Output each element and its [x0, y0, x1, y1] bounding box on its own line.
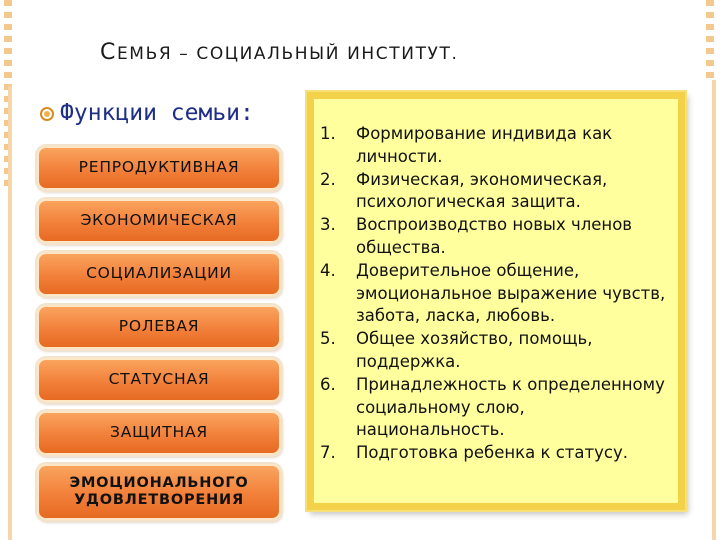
list-item-text: Формирование индивида как личности. — [356, 124, 613, 166]
functions-heading-text: Функции семьи: — [60, 100, 254, 126]
list-item-number: 7. — [320, 443, 336, 463]
title-text: ЕМЬЯ – СОЦИАЛЬНЫЙ ИНСТИТУТ — [116, 44, 452, 64]
function-button-protective[interactable]: ЗАЩИТНАЯ — [37, 411, 281, 455]
right-decorative-stripe — [712, 80, 716, 540]
list-item-text: Подготовка ребенка к статусу. — [356, 443, 628, 463]
circle-bullet-icon — [40, 107, 54, 121]
function-button-economic[interactable]: ЭКОНОМИЧЕСКАЯ — [37, 199, 281, 243]
title-end-mark: . — [451, 44, 459, 64]
list-item-text: Общее хозяйство, помощь, поддержка. — [356, 329, 593, 371]
function-button-status[interactable]: СТАТУСНАЯ — [37, 358, 281, 402]
left-decorative-stripe — [8, 86, 12, 540]
list-item-number: 3. — [320, 215, 336, 235]
list-item-text: Физическая, экономическая, психологическая защита. — [356, 169, 608, 212]
list-item-number: 6. — [320, 374, 336, 394]
slide-title — [100, 40, 459, 65]
list-item — [320, 374, 678, 442]
list-item — [320, 169, 678, 215]
functions-heading — [40, 100, 254, 126]
right-decorative-dashes — [706, 0, 714, 80]
functions-description-box — [307, 92, 685, 510]
title-first-letter: С — [100, 40, 117, 65]
function-button-role[interactable]: РОЛЕВАЯ — [37, 305, 281, 349]
list-item-text: Доверительное общение, эмоциональное выражение чувств, забота, ласка, любовь. — [356, 260, 666, 326]
list-item-number: 1. — [320, 124, 336, 143]
numbered-list — [314, 99, 678, 465]
list-item-number: 4. — [320, 260, 336, 280]
function-button-socialization[interactable]: СОЦИАЛИЗАЦИИ — [37, 252, 281, 296]
list-item-number: 2. — [320, 169, 336, 189]
list-item-number: 5. — [320, 329, 336, 349]
list-item — [320, 214, 678, 260]
list-item — [320, 123, 678, 169]
functions-button-list — [37, 146, 285, 529]
function-button-emotional[interactable]: ЭМОЦИОНАЛЬНОГО УДОВЛЕТВОРЕНИЯ — [37, 464, 281, 520]
list-item-text: Принадлежность к определенному социальному слою, национальность. — [356, 374, 665, 440]
list-item-text: Воспроизводство новых членов общества. — [356, 215, 633, 257]
list-item — [320, 328, 678, 374]
function-button-reproductive[interactable]: РЕПРОДУКТИВНАЯ — [37, 146, 281, 190]
list-item — [320, 260, 678, 328]
list-item — [320, 442, 678, 465]
